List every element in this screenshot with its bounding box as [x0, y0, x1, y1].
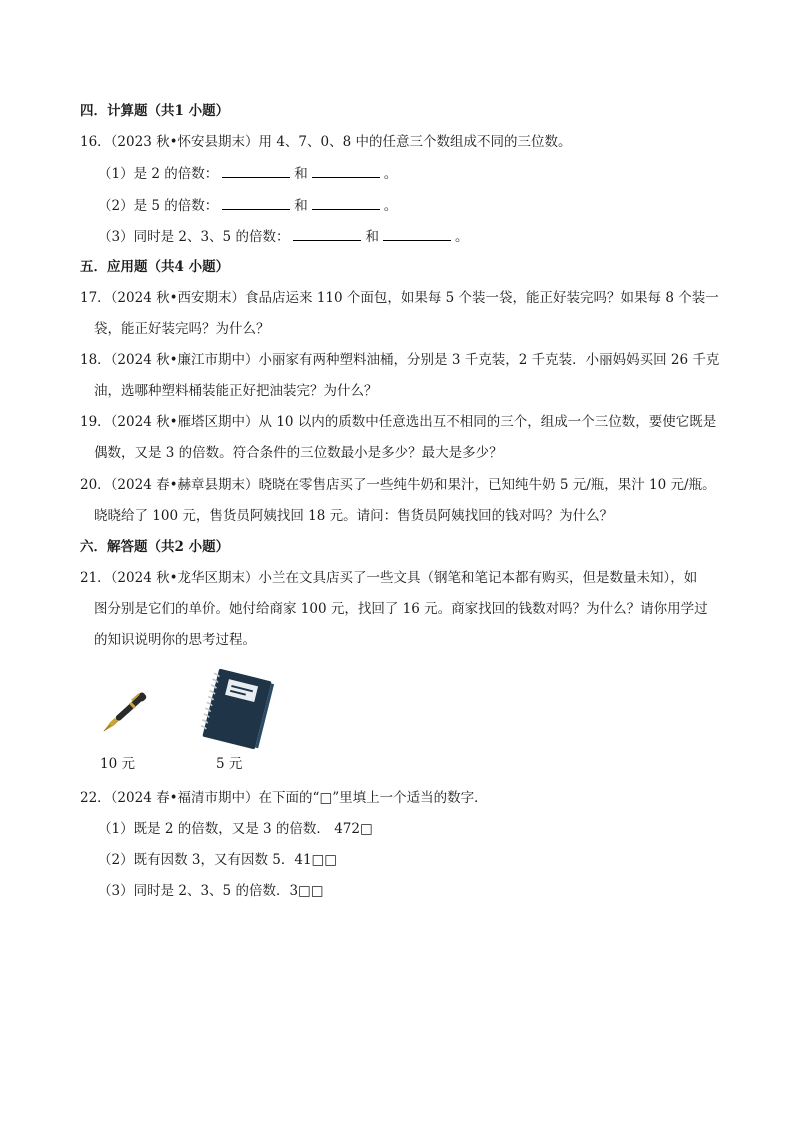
- part-label: （3）同时是 2、3、5 的倍数：: [98, 229, 290, 245]
- end-mark: 。: [383, 166, 398, 182]
- answer-blank[interactable]: [222, 164, 290, 178]
- end-mark: 。: [383, 198, 398, 214]
- section-title-calculation: 四．计算题（共1 小题）: [80, 103, 230, 119]
- question-19-line-2: 偶数，又是 3 的倍数。符合条件的三位数最小是多少？最大是多少？: [94, 445, 503, 461]
- notebook-price-label: 5 元: [216, 756, 243, 772]
- question-22-stem: 22．（2024 春•福清市期中）在下面的“□”里填上一个适当的数字．: [80, 790, 488, 806]
- question-22-part-2: （2）既有因数 3，又有因数 5．41□□: [98, 852, 338, 868]
- answer-blank[interactable]: [293, 227, 361, 241]
- question-20-line-2: 晓晓给了 100 元，售货员阿姨找回 18 元。请问：售货员阿姨找回的钱对吗？为什么？: [94, 508, 614, 524]
- and-text: 和: [294, 198, 308, 214]
- fountain-pen-icon: [94, 683, 154, 743]
- answer-blank[interactable]: [222, 196, 290, 210]
- question-16-stem: 16．（2023 秋•怀安县期末）用 4、7、0、8 中的任意三个数组成不同的三位数。: [80, 134, 572, 150]
- answer-blank[interactable]: [312, 164, 380, 178]
- question-16-part-3: [98, 227, 468, 246]
- question-16-part-1: [98, 164, 397, 183]
- question-21-line-3: 的知识说明你的思考过程。: [94, 632, 256, 648]
- pen-price-label: 10 元: [100, 756, 135, 772]
- question-22-part-1: （1）既是 2 的倍数，又是 3 的倍数． 472□: [98, 821, 373, 837]
- answer-blank[interactable]: [312, 196, 380, 210]
- question-18-line-2: 油，选哪种塑料桶装能正好把油装完？为什么？: [94, 383, 378, 399]
- part-label: （1）是 2 的倍数：: [98, 166, 219, 182]
- question-21-line-2: 图分别是它们的单价。她付给商家 100 元，找回了 16 元。商家找回的钱数对吗？为什么？请你用学过: [94, 601, 708, 617]
- section-title-solution: 六．解答题（共2 小题）: [80, 539, 230, 555]
- part-label: （2）是 5 的倍数：: [98, 198, 219, 214]
- question-17-line-1: 17．（2024 秋•西安期末）食品店运来 110 个面包，如果每 5 个装一袋，能正好装完吗？如果每 8 个装一: [80, 290, 719, 306]
- notebook-icon: [196, 668, 278, 750]
- question-16-part-2: [98, 196, 397, 215]
- question-18-line-1: 18．（2024 秋•廉江市期中）小丽家有两种塑料油桶，分别是 3 千克装，2 千克装．小丽妈妈买回 26 千克: [80, 352, 720, 368]
- end-mark: 。: [454, 229, 469, 245]
- section-title-application: 五．应用题（共4 小题）: [80, 259, 230, 275]
- and-text: 和: [294, 166, 308, 182]
- question-22-part-3: （3）同时是 2、3、5 的倍数．3□□: [98, 883, 324, 899]
- and-text: 和: [365, 229, 379, 245]
- question-20-line-1: 20．（2024 春•赫章县期末）晓晓在零售店买了一些纯牛奶和果汁，已知纯牛奶 5 元/瓶，果汁 10 元/瓶。: [80, 477, 716, 493]
- question-17-line-2: 袋，能正好装完吗？为什么？: [94, 321, 270, 337]
- question-19-line-1: 19．（2024 秋•雁塔区期中）从 10 以内的质数中任意选出互不相同的三个，组成一个三位数，要使它既是: [80, 414, 717, 430]
- answer-blank[interactable]: [383, 227, 451, 241]
- question-21-line-1: 21．（2024 秋•龙华区期末）小兰在文具店买了一些文具（钢笔和笔记本都有购买，但是数量未知），如: [80, 570, 698, 586]
